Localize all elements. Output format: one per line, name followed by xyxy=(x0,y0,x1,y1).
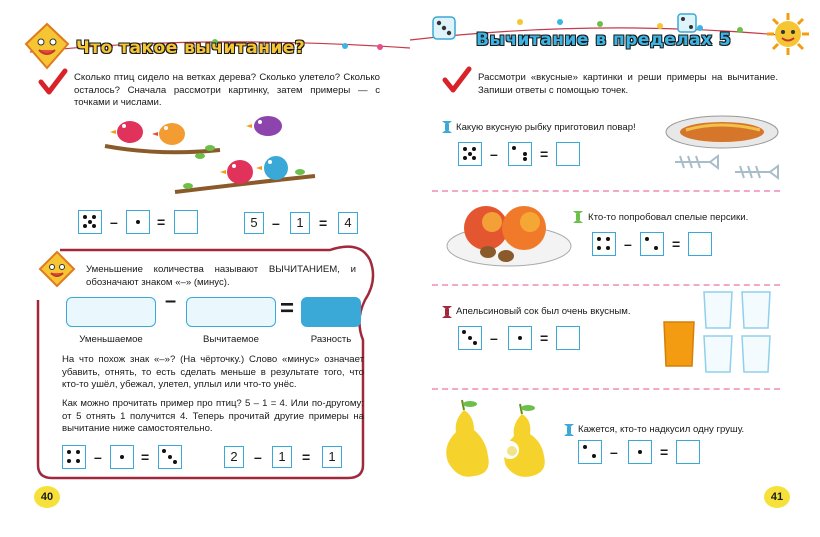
task-intro: Рассмотри «вкусные» картинки и реши примеры на вычитание. Запиши ответы с помощью точек. xyxy=(478,72,778,96)
answer-box[interactable] xyxy=(556,142,580,166)
number-b: 1 xyxy=(290,212,310,234)
dice-one xyxy=(110,445,134,469)
difference-label: Разность xyxy=(310,334,352,345)
equals-sign: = xyxy=(660,444,669,460)
equals-sign: = xyxy=(302,449,311,465)
dice-five xyxy=(458,142,482,166)
candy-icon xyxy=(442,121,452,133)
sun-icon xyxy=(766,12,810,56)
answer-box[interactable] xyxy=(556,326,580,350)
minus-sign: – xyxy=(254,449,262,465)
equals-sign: = xyxy=(672,236,681,252)
equals-sign: = xyxy=(280,295,295,322)
minus-sign: – xyxy=(624,236,632,252)
equals-sign: = xyxy=(540,330,549,346)
candy-icon xyxy=(573,211,583,223)
dice-two xyxy=(578,440,602,464)
difference-box xyxy=(301,297,361,327)
dice-three xyxy=(158,445,182,469)
minus-sign: – xyxy=(110,214,118,230)
minus-sign: – xyxy=(94,449,102,465)
separator xyxy=(432,388,780,390)
candy-icon xyxy=(564,424,574,436)
reading-text: Как можно прочитать пример про птиц? 5 – 1 = 4. Или по-другому: от 5 отнять 1 получится 4. Теперь прочитай другие примеры на вычитание ниже самостоятельно. xyxy=(62,398,364,434)
bird-icon xyxy=(220,160,253,184)
number-b: 1 xyxy=(272,446,292,468)
dice-four xyxy=(592,232,616,256)
minuend-label: Уменьшаемое xyxy=(79,334,143,345)
subtrahend-label: Вычитаемое xyxy=(203,334,259,345)
subtrahend-box xyxy=(186,297,276,327)
dice-one xyxy=(628,440,652,464)
page-number: 41 xyxy=(764,486,790,508)
fish-icon xyxy=(660,112,790,192)
minus-sign: – xyxy=(610,444,618,460)
equals-sign: = xyxy=(319,215,328,231)
check-icon xyxy=(442,66,472,94)
separator xyxy=(432,284,780,286)
number-a: 5 xyxy=(244,212,264,234)
peach-icon xyxy=(444,194,574,270)
exercise-text: Кажется, кто-то надкусил одну грушу. xyxy=(578,424,745,435)
bird-icon xyxy=(246,116,282,136)
juice-glass-icon xyxy=(660,290,780,374)
page-number: 40 xyxy=(34,486,60,508)
dice-four xyxy=(78,210,102,234)
dice-one xyxy=(126,210,150,234)
pear-icon xyxy=(440,396,560,480)
answer-box[interactable] xyxy=(688,232,712,256)
candy-icon xyxy=(442,306,452,318)
number-result: 1 xyxy=(322,446,342,468)
equals-sign: = xyxy=(540,146,549,162)
check-icon xyxy=(38,68,68,96)
dice-three xyxy=(508,142,532,166)
equals-sign: = xyxy=(157,214,166,230)
minuend-box xyxy=(66,297,156,327)
minus-sign: – xyxy=(490,146,498,162)
task-intro: Сколько птиц сидело на ветках дерева? Сколько улетело? Сколько осталось? Сначала рассмотри картинку, затем примеры — с точками и числами. xyxy=(74,72,380,108)
dice-four xyxy=(62,445,86,469)
exercise-text: Кто-то попробовал спелые персики. xyxy=(588,212,749,223)
page-title: Вычитание в пределах 5 xyxy=(476,30,732,50)
separator xyxy=(432,190,780,192)
dice-three xyxy=(458,326,482,350)
bird-icon xyxy=(110,121,143,143)
exercise-text: Апельсиновый сок был очень вкусным. xyxy=(456,306,631,317)
minus-sign: – xyxy=(272,215,280,231)
explanation-text: На что похож знак «–»? (На чёрточку.) Слово «минус» означает убавить, отнять, то есть сделать меньше в результате того, что кто-то ушёл, убежал, улетел, уплыл или что-то унёс. xyxy=(62,354,364,390)
dice-icon xyxy=(430,14,460,44)
kite-icon xyxy=(24,22,70,72)
page-title: Что такое вычитание? xyxy=(76,38,306,58)
birds-illustration xyxy=(100,112,325,202)
bird-icon xyxy=(256,156,288,180)
minus-sign: – xyxy=(165,290,177,312)
exercise-text: Какую вкусную рыбку приготовил повар! xyxy=(456,122,636,133)
dice-one xyxy=(508,326,532,350)
minus-sign: – xyxy=(490,330,498,346)
dice-two xyxy=(640,232,664,256)
equals-sign: = xyxy=(141,449,150,465)
definition-text: Уменьшение количества называют ВЫЧИТАНИЕМ, и обозначают знаком «–» (минус). xyxy=(86,264,356,288)
answer-box[interactable] xyxy=(174,210,198,234)
number-result: 4 xyxy=(338,212,358,234)
bird-icon xyxy=(152,123,185,145)
answer-box[interactable] xyxy=(676,440,700,464)
number-a: 2 xyxy=(224,446,244,468)
kite-icon xyxy=(38,250,76,288)
